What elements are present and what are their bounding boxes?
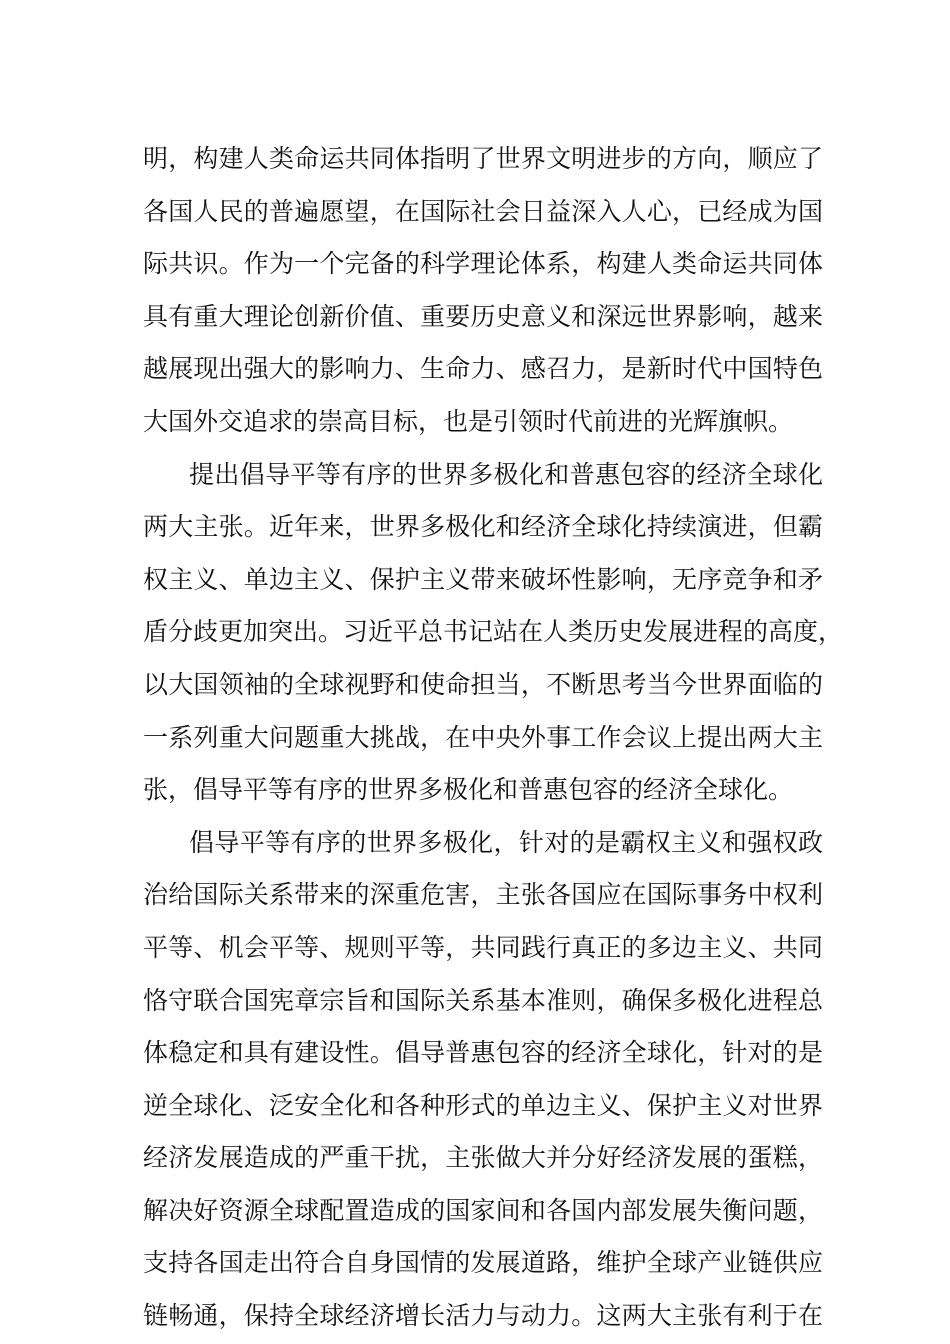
text-line: 倡导平等有序的世界多极化，针对的是霸权主义和强权政	[189, 827, 823, 857]
text-line: 具有重大理论创新价值、重要历史意义和深远世界影响，越来	[143, 301, 823, 331]
text-line: 逆全球化、泛安全化和各种形式的单边主义、保护主义对世界	[143, 1090, 823, 1120]
text-line: 大国外交追求的崇高目标，也是引领时代前进的光辉旗帜。	[143, 406, 794, 436]
text-line: 治给国际关系带来的深重危害，主张各国应在国际事务中权利	[143, 880, 823, 910]
text-line: 张，倡导平等有序的世界多极化和普惠包容的经济全球化。	[143, 775, 794, 805]
text-line: 各国人民的普遍愿望，在国际社会日益深入人心，已经成为国	[143, 196, 823, 226]
text-line: 盾分歧更加突出。习近平总书记站在人类历史发展进程的高度，	[143, 617, 844, 647]
text-line: 明，构建人类命运共同体指明了世界文明进步的方向，顺应了	[143, 144, 823, 173]
text-line: 体稳定和具有建设性。倡导普惠包容的经济全球化，针对的是	[143, 1038, 823, 1068]
text-line: 提出倡导平等有序的世界多极化和普惠包容的经济全球化	[189, 459, 823, 489]
text-line: 解决好资源全球配置造成的国家间和各国内部发展失衡问题，	[143, 1195, 823, 1225]
text-line: 际共识。作为一个完备的科学理论体系，构建人类命运共同体	[143, 249, 823, 279]
text-line: 经济发展造成的严重干扰，主张做大并分好经济发展的蛋糕，	[143, 1143, 823, 1173]
text-line: 恪守联合国宪章宗旨和国际关系基本准则，确保多极化进程总	[143, 985, 823, 1015]
paragraph-2	[143, 449, 844, 817]
paragraph-1	[143, 133, 823, 449]
text-line: 越展现出强大的影响力、生命力、感召力，是新时代中国特色	[143, 354, 823, 384]
text-line: 链畅通，保持全球经济增长活力与动力。这两大主张有利于在	[143, 1301, 823, 1331]
paragraph-3	[143, 817, 823, 1343]
text-line: 权主义、单边主义、保护主义带来破坏性影响，无序竞争和矛	[143, 564, 823, 594]
text-line: 支持各国走出符合自身国情的发展道路，维护全球产业链供应	[143, 1248, 823, 1278]
text-line: 平等、机会平等、规则平等，共同践行真正的多边主义、共同	[143, 932, 823, 962]
text-line: 以大国领袖的全球视野和使命担当，不断思考当今世界面临的	[143, 669, 823, 699]
text-line: 一系列重大问题重大挑战，在中央外事工作会议上提出两大主	[143, 722, 823, 752]
document-body	[143, 133, 844, 1343]
text-line: 两大主张。近年来，世界多极化和经济全球化持续演进，但霸	[143, 512, 823, 542]
